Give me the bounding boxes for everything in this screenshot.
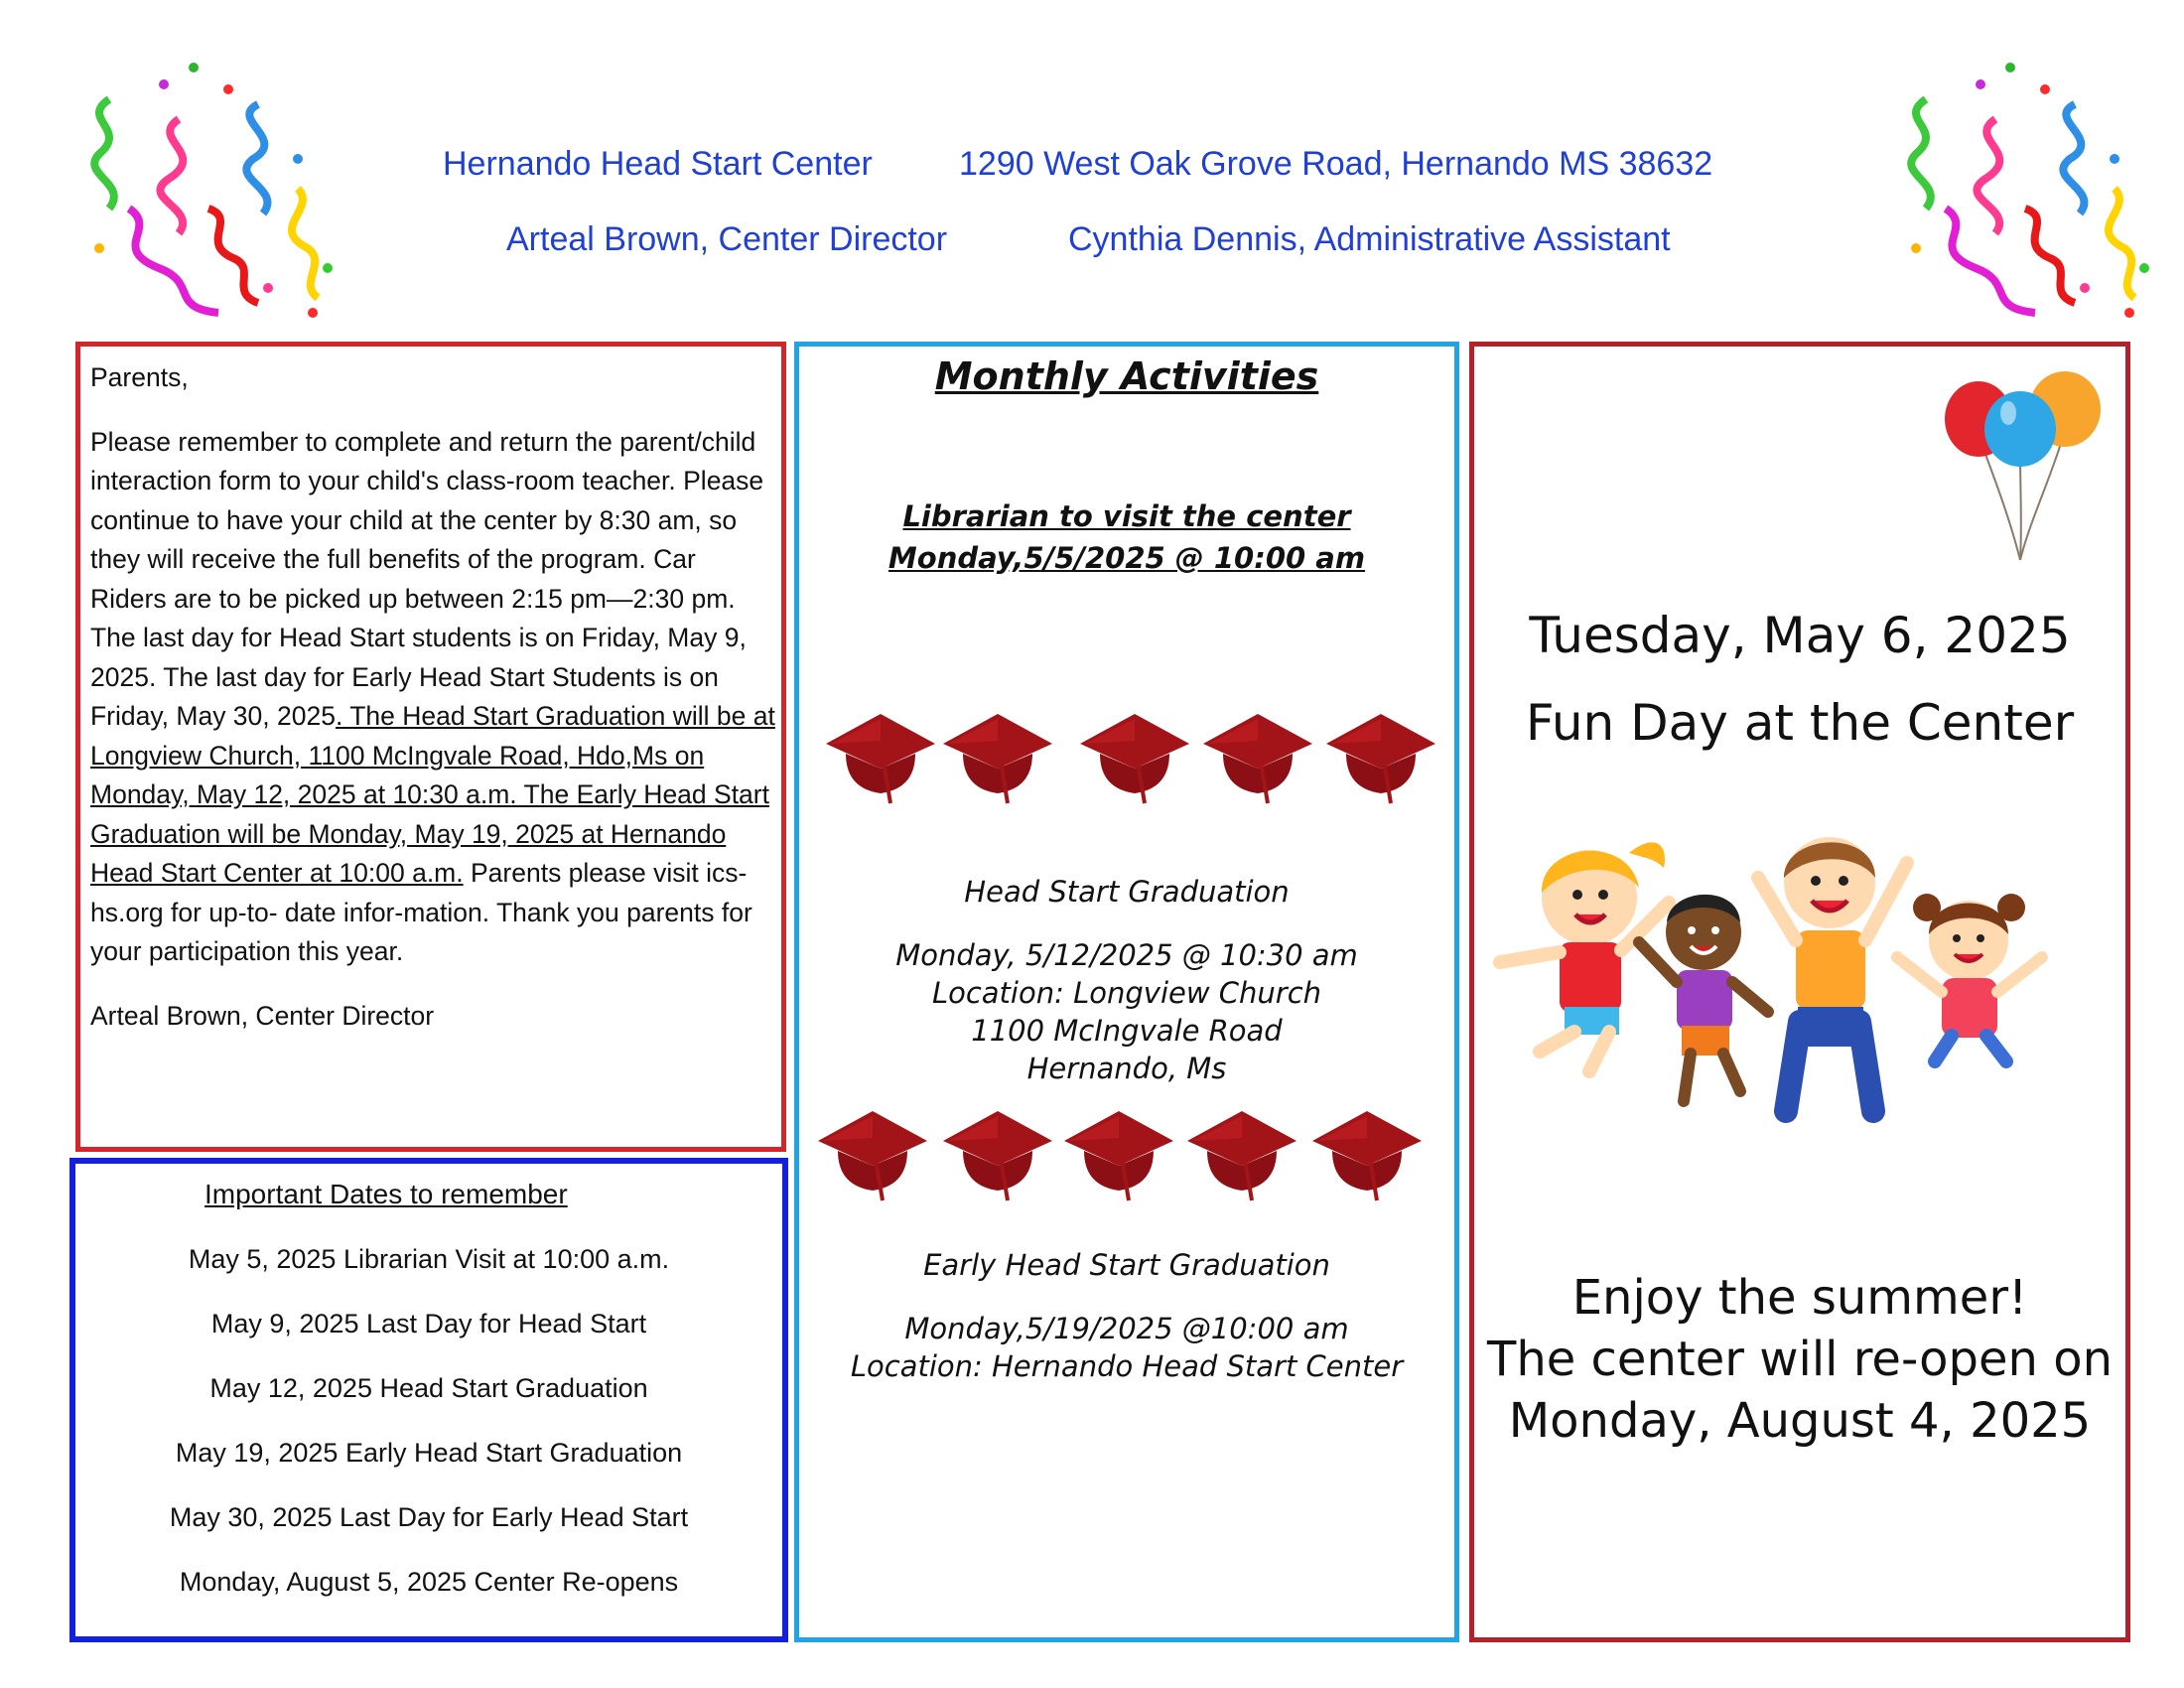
center-address: 1290 West Oak Grove Road, Hernando MS 38632 [959, 145, 1713, 183]
hs-graduation-title: Head Start Graduation [964, 875, 1290, 909]
important-dates-title: Important Dates to remember [205, 1179, 568, 1209]
important-dates-list [75, 1227, 782, 1615]
monthly-activities-panel [794, 342, 1459, 1642]
list-item: May 19, 2025 Early Head Start Graduation [175, 1438, 683, 1468]
balloons-icon [1941, 371, 2110, 570]
hs-graduation-date: Monday, 5/12/2025 @ 10:30 am [895, 938, 1358, 972]
reopen-text: The center will re-open on [1487, 1332, 2113, 1387]
administrative-assistant: Cynthia Dennis, Administrative Assistant [1068, 220, 1671, 258]
important-dates-panel [69, 1158, 788, 1642]
graduation-cap-icon [1321, 709, 1440, 808]
librarian-visit-title: Librarian to visit the center [902, 499, 1351, 533]
enjoy-summer-text: Enjoy the summer! [1571, 1270, 2028, 1326]
hs-graduation-city: Hernando, Ms [1026, 1052, 1227, 1085]
reopen-date: Monday, August 4, 2025 [1508, 1393, 2092, 1449]
parents-letter-panel [75, 342, 786, 1152]
letter-body [90, 423, 775, 972]
graduation-cap-icon [1307, 1106, 1427, 1205]
list-item: May 12, 2025 Head Start Graduation [209, 1373, 648, 1403]
graduation-cap-icon [938, 1106, 1057, 1205]
confetti-left-icon [69, 60, 357, 328]
graduation-cap-icon [1075, 709, 1194, 808]
letter-signature: Arteal Brown, Center Director [90, 1000, 435, 1031]
librarian-visit-date: Monday,5/5/2025 @ 10:00 am [887, 541, 1366, 575]
graduation-cap-icon [813, 1106, 932, 1205]
fun-day-event: Fun Day at the Center [1525, 694, 2075, 752]
list-item: May 5, 2025 Librarian Visit at 10:00 a.m. [188, 1244, 670, 1274]
list-item: Monday, August 5, 2025 Center Re-opens [179, 1567, 679, 1597]
jumping-kids-icon [1480, 823, 2076, 1131]
hs-graduation-street: 1100 McIngvale Road [971, 1014, 1283, 1048]
graduation-cap-icon [1198, 709, 1317, 808]
letter-graduation-info: . The Head Start Graduation will be at Longview Church, 1100 McIngvale Road, Hdo,Ms on Monday, May 12, 2025 at 10:30 a.m. The Early Head Start Graduation will be Monday, May 19, 2025 at Hernando Head Start Center at 10:00 a.m. [90, 701, 775, 888]
ehs-graduation-title: Early Head Start Graduation [923, 1248, 1330, 1282]
fun-day-panel [1469, 342, 2130, 1642]
fun-day-date: Tuesday, May 6, 2025 [1529, 607, 2071, 664]
graduation-cap-icon [821, 709, 940, 808]
letter-greeting: Parents, [90, 362, 189, 392]
confetti-right-icon [1886, 60, 2174, 328]
center-name: Hernando Head Start Center [443, 145, 873, 183]
ehs-graduation-location: Location: Hernando Head Start Center [850, 1349, 1404, 1383]
graduation-cap-icon [938, 709, 1057, 808]
ehs-graduation-date: Monday,5/19/2025 @10:00 am [904, 1312, 1349, 1345]
graduation-cap-icon [1182, 1106, 1301, 1205]
list-item: May 30, 2025 Last Day for Early Head Start [169, 1502, 689, 1532]
letter-closing-text: Parents please visit ics-hs.org for up-to- date infor-mation. Thank you parents for your participation this year. [90, 858, 752, 966]
hs-graduation-location: Location: Longview Church [931, 976, 1322, 1010]
center-director: Arteal Brown, Center Director [506, 220, 948, 258]
list-item: May 9, 2025 Last Day for Head Start [210, 1309, 647, 1338]
letter-body-text: Please remember to complete and return the parent/child interaction form to your child's class-room teacher. Please continue to have your child at the center by 8:30 am, so they will receive the full benefits of the program. Car Riders are to be picked up between 2:15 pm—2:30 pm. The last day for Head Start students is on Friday, May 9, 2025. The last day for Early Head Start Students is on Friday, May 30, 2025 [90, 426, 764, 731]
activities-title: Monthly Activities [934, 354, 1319, 398]
graduation-cap-icon [1059, 1106, 1178, 1205]
